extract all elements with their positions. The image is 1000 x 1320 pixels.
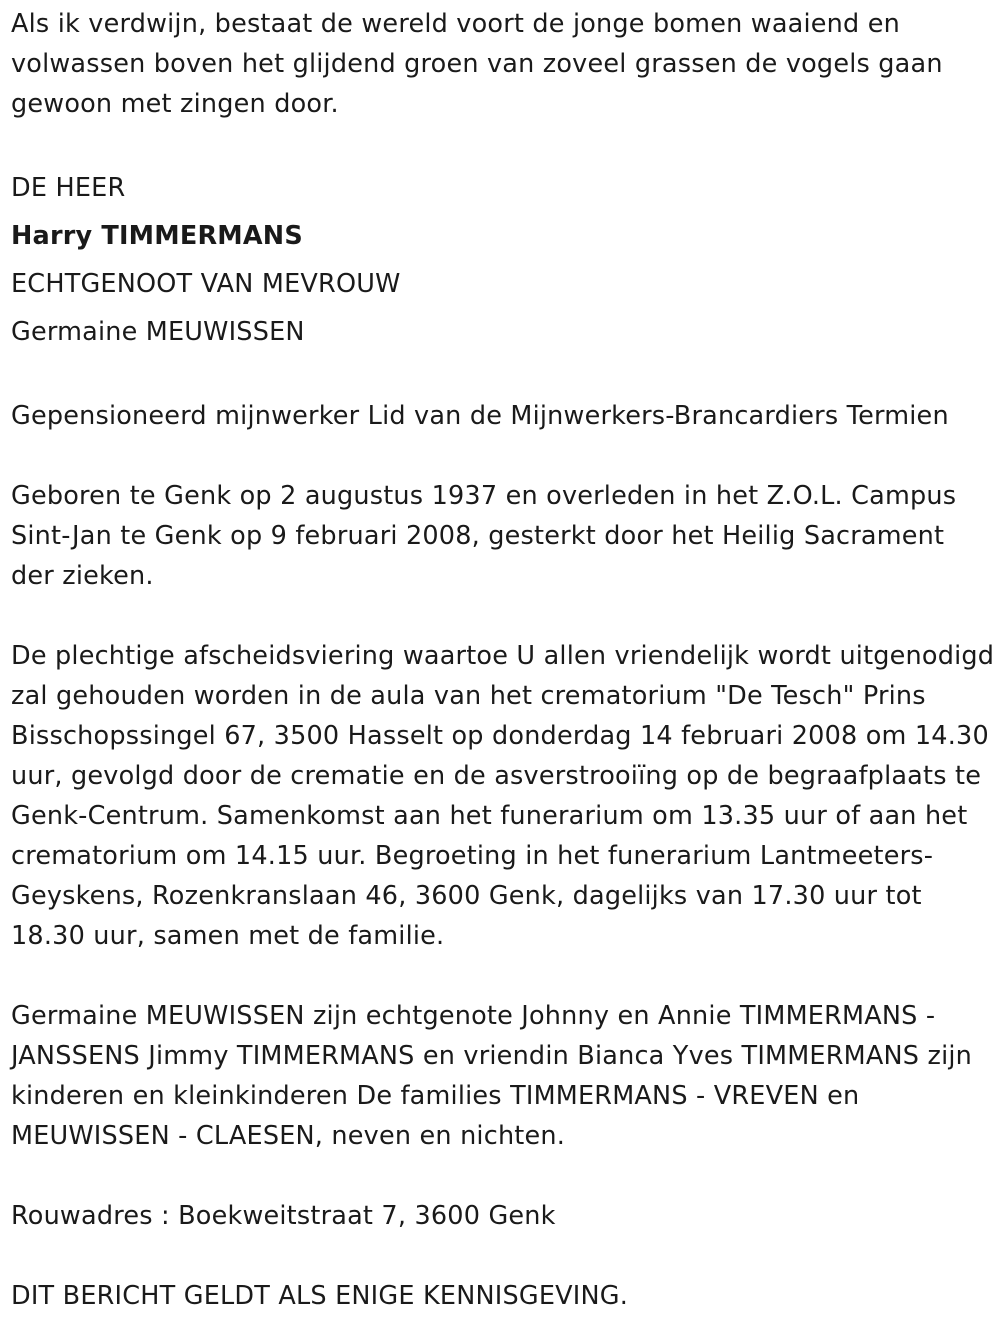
spacer [11, 436, 995, 476]
occupation-paragraph: Gepensioneerd mijnwerker Lid van de Mijnwerkers-Brancardiers Termien [11, 401, 949, 431]
spacer [11, 956, 995, 996]
notice-paragraph: DIT BERICHT GELDT ALS ENIGE KENNISGEVING. [11, 1281, 629, 1311]
title-prefix: DE HEER [11, 173, 126, 203]
address-paragraph: Rouwadres : Boekweitstraat 7, 3600 Genk [11, 1201, 556, 1231]
family-paragraph: Germaine MEUWISSEN zijn echtgenote Johnny en Annie TIMMERMANS - JANSSENS Jimmy TIMMERMANS en vriendin Bianca Yves TIMMERMANS zijn kinderen en kleinkinderen De families TIMMERMANS - VREVEN en MEUWISSEN - CLAESEN, neven en nichten. [11, 1001, 972, 1151]
spacer [11, 1236, 995, 1276]
birth-death-paragraph: Geboren te Genk op 2 augustus 1937 en overleden in het Z.O.L. Campus Sint-Jan te Genk op 9 februari 2008, gesterkt door het Heilig Sacrament der zieken. [11, 481, 957, 591]
obituary-document [11, 4, 995, 1316]
spacer [11, 1156, 995, 1196]
spouse-title: ECHTGENOOT VAN MEVROUW [11, 269, 401, 299]
spacer [11, 596, 995, 636]
poem-paragraph: Als ik verdwijn, bestaat de wereld voort de jonge bomen waaiend en volwassen boven het glijdend groen van zoveel grassen de vogels gaan gewoon met zingen door. [11, 9, 943, 119]
deceased-name: Harry TIMMERMANS [11, 221, 303, 251]
spouse-name: Germaine MEUWISSEN [11, 317, 305, 347]
spacer [11, 124, 995, 164]
spacer [11, 356, 995, 396]
ceremony-paragraph: De plechtige afscheidsviering waartoe U allen vriendelijk wordt uitgenodigd zal gehouden worden in de aula van het crematorium "De Tesch" Prins Bisschopssingel 67, 3500 Hasselt op donderdag 14 februari 2008 om 14.30 uur, gevolgd door de crematie en de asverstrooiïng op de begraafplaats te Genk-Centrum. Samenkomst aan het funerarium om 13.35 uur of aan het crematorium om 14.15 uur. Begroeting in het funerarium Lantmeeters-Geyskens, Rozenkranslaan 46, 3600 Genk, dagelijks van 17.30 uur tot 18.30 uur, samen met de familie. [11, 641, 995, 951]
